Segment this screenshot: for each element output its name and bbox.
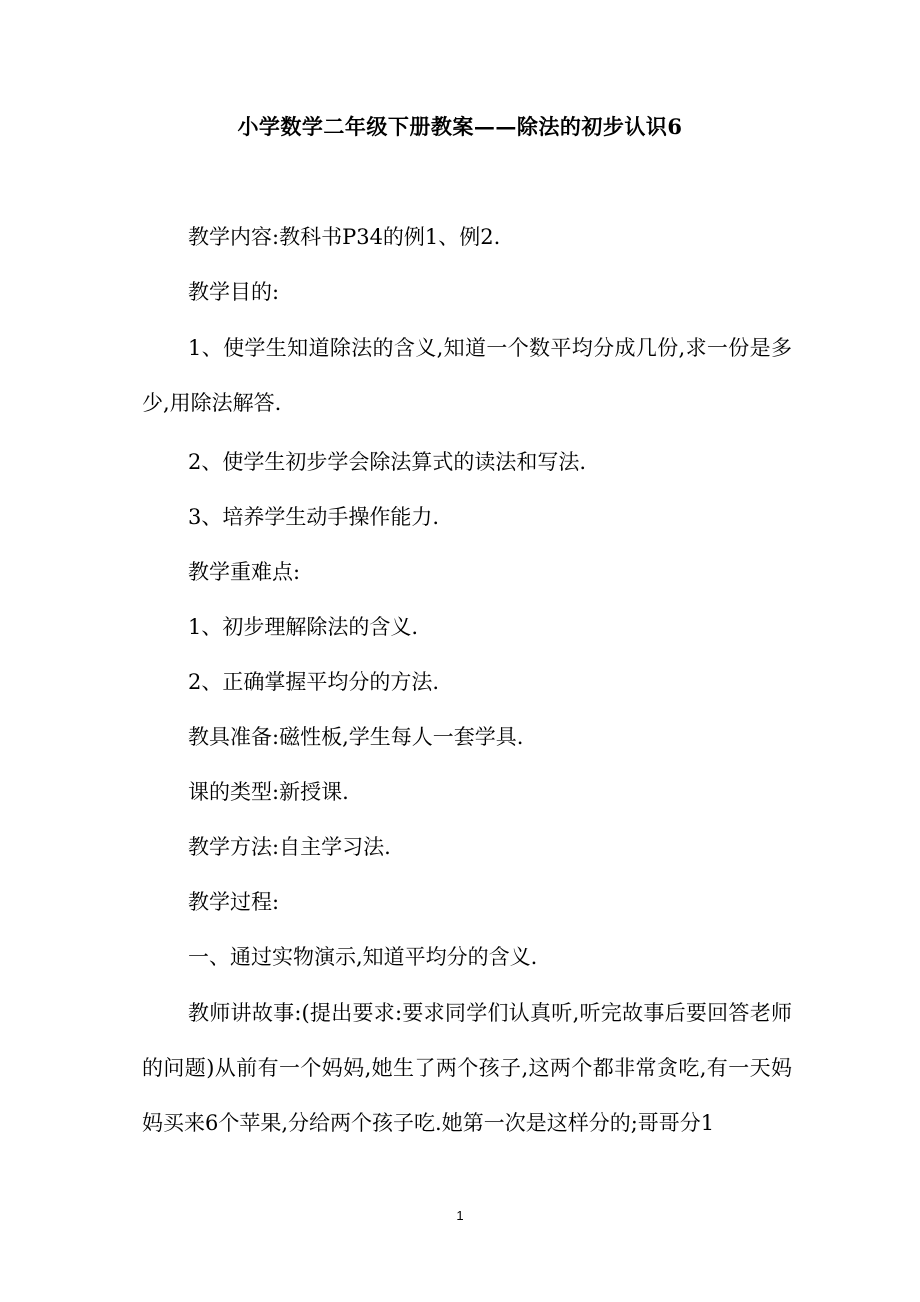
paragraph-key-points-heading: 教学重难点: [188, 560, 301, 584]
page-number: 1 [456, 1208, 464, 1223]
paragraph-objective-2: 2、使学生初步学会除法算式的读法和写法. [188, 450, 587, 474]
paragraph-process-heading: 教学过程: [188, 890, 280, 914]
paragraph-key-point-1: 1、初步理解除法的含义. [188, 615, 419, 639]
paragraph-objective-1: 1、使学生知道除法的含义,知道一个数平均分成几份,求一份是多少,用除法解答. [142, 336, 792, 415]
paragraph-story: 教师讲故事:(提出要求:要求同学们认真听,听完故事后要回答老师的问题)从前有一个妈妈,她生了两个孩子,这两个都非常贪吃,有一天妈妈买来6个苹果,分给两个孩子吃.她第一次是这样分的;哥哥分1 [142, 1001, 792, 1135]
document-title: 小学数学二年级下册教案——除法的初步认识6 [237, 114, 683, 139]
paragraph-key-point-2: 2、正确掌握平均分的方法. [188, 670, 440, 694]
paragraph-materials: 教具准备:磁性板,学生每人一套学具. [188, 725, 524, 749]
paragraph-section-1: 一、通过实物演示,知道平均分的含义. [188, 945, 538, 969]
paragraph-content: 教学内容:教科书P34的例1、例2. [188, 225, 501, 249]
paragraph-method: 教学方法:自主学习法. [188, 835, 391, 859]
paragraph-objectives-heading: 教学目的: [188, 280, 280, 304]
paragraph-lesson-type: 课的类型:新授课. [188, 780, 349, 804]
paragraph-objective-3: 3、培养学生动手操作能力. [188, 505, 440, 529]
